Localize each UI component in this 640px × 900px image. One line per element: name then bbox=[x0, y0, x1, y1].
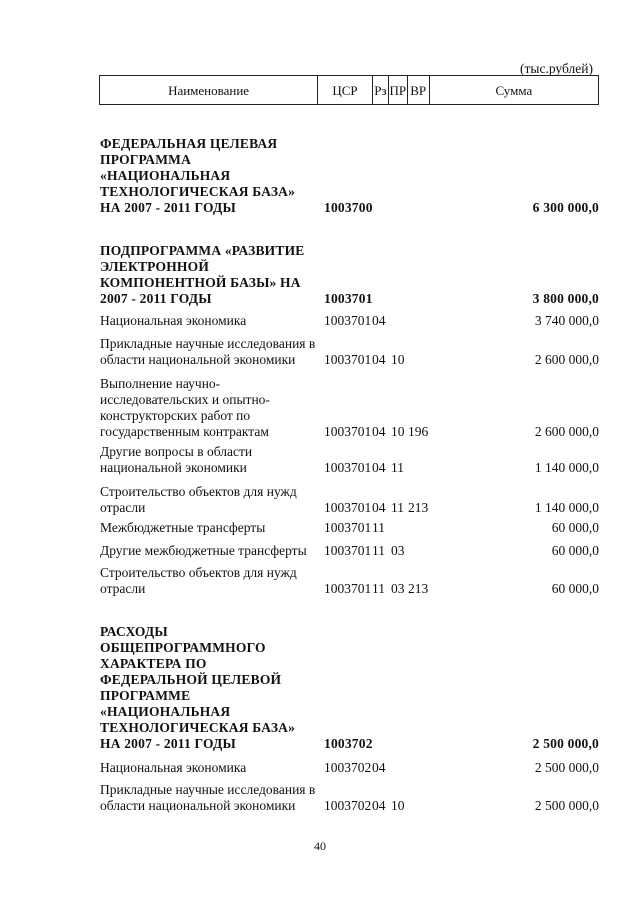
row-rz: 04 bbox=[372, 760, 386, 775]
header-name: Наименование bbox=[100, 76, 318, 104]
row-sum: 1 140 000,0 bbox=[534, 460, 599, 475]
row-vr: 213 bbox=[408, 500, 429, 515]
row-rz: 04 bbox=[372, 352, 386, 367]
row-rz: 11 bbox=[372, 520, 385, 535]
row-sum: 3 740 000,0 bbox=[534, 313, 599, 328]
row-csr: 1003701 bbox=[324, 581, 372, 596]
row-vr: 213 bbox=[408, 581, 429, 596]
row-pr: 10 bbox=[391, 424, 405, 439]
row-sum: 60 000,0 bbox=[551, 520, 599, 535]
row-pr: 11 bbox=[391, 500, 404, 515]
row-name: РАСХОДЫ ОБЩЕПРОГРАММНОГО ХАРАКТЕРА ПО ФЕДЕРАЛЬНОЙ ЦЕЛЕВОЙ ПРОГРАММЕ «НАЦИОНАЛЬНАЯ ТЕХНОЛОГИЧЕСКАЯ БАЗА» НА 2007 - 2011 ГОДЫ bbox=[100, 624, 296, 751]
header-rz: Рз bbox=[373, 76, 389, 104]
row-csr: 1003701 bbox=[324, 352, 372, 367]
row-pr: 10 bbox=[391, 352, 405, 367]
row-name: Межбюджетные трансферты bbox=[100, 520, 266, 535]
row-sum: 2 600 000,0 bbox=[534, 424, 599, 439]
row-pr: 11 bbox=[391, 460, 404, 475]
row-pr: 03 bbox=[391, 581, 405, 596]
row-name: Выполнение научно-исследовательских и опытно-конструкторских работ по государственным контрактам bbox=[100, 376, 270, 439]
row-sum: 60 000,0 bbox=[551, 543, 599, 558]
row-csr: 1003702 bbox=[324, 760, 372, 775]
row-sum: 2 500 000,0 bbox=[534, 760, 599, 775]
row-vr: 196 bbox=[408, 424, 429, 439]
row-sum: 6 300 000,0 bbox=[532, 200, 599, 215]
table-header bbox=[99, 75, 599, 105]
row-sum: 2 600 000,0 bbox=[534, 352, 599, 367]
row-csr: 1003702 bbox=[324, 798, 372, 813]
row-csr: 1003701 bbox=[324, 424, 372, 439]
row-pr: 10 bbox=[391, 798, 405, 813]
row-csr: 1003702 bbox=[324, 736, 373, 751]
row-sum: 2 500 000,0 bbox=[532, 736, 599, 751]
row-csr: 1003701 bbox=[324, 291, 373, 306]
row-csr: 1003701 bbox=[324, 460, 372, 475]
row-sum: 60 000,0 bbox=[551, 581, 599, 596]
row-name: Прикладные научные исследования в области национальной экономики bbox=[100, 782, 316, 813]
row-sum: 2 500 000,0 bbox=[534, 798, 599, 813]
row-rz: 04 bbox=[372, 460, 386, 475]
row-csr: 1003701 bbox=[324, 520, 372, 535]
row-rz: 11 bbox=[372, 581, 385, 596]
row-csr: 1003700 bbox=[324, 200, 373, 215]
row-pr: 03 bbox=[391, 543, 405, 558]
header-sum: Сумма bbox=[495, 83, 533, 98]
row-rz: 04 bbox=[372, 313, 386, 328]
row-name: ПОДПРОГРАММА «РАЗВИТИЕ ЭЛЕКТРОННОЙ КОМПОНЕНТНОЙ БАЗЫ» НА 2007 - 2011 ГОДЫ bbox=[100, 243, 305, 306]
row-rz: 11 bbox=[372, 543, 385, 558]
row-csr: 1003701 bbox=[324, 313, 372, 328]
units-label: (тыс.рублей) bbox=[520, 61, 593, 76]
header-csr: ЦСР bbox=[318, 76, 373, 104]
row-rz: 04 bbox=[372, 424, 386, 439]
row-name: ФЕДЕРАЛЬНАЯ ЦЕЛЕВАЯ ПРОГРАММА «НАЦИОНАЛЬНАЯ ТЕХНОЛОГИЧЕСКАЯ БАЗА» НА 2007 - 2011 ГОДЫ bbox=[100, 136, 296, 215]
page-number: 40 bbox=[314, 839, 326, 853]
row-rz: 04 bbox=[372, 500, 386, 515]
row-sum: 1 140 000,0 bbox=[534, 500, 599, 515]
header-pr: ПР bbox=[389, 76, 408, 104]
row-name: Строительство объектов для нужд отрасли bbox=[100, 484, 297, 515]
row-name: Другие вопросы в области национальной экономики bbox=[100, 444, 253, 475]
row-csr: 1003701 bbox=[324, 500, 372, 515]
row-name: Другие межбюджетные трансферты bbox=[100, 543, 307, 558]
row-name: Национальная экономика bbox=[100, 760, 247, 775]
row-rz: 04 bbox=[372, 798, 386, 813]
row-name: Строительство объектов для нужд отрасли bbox=[100, 565, 297, 596]
header-vr: ВР bbox=[408, 76, 430, 104]
row-csr: 1003701 bbox=[324, 543, 372, 558]
row-name: Национальная экономика bbox=[100, 313, 247, 328]
row-sum: 3 800 000,0 bbox=[532, 291, 599, 306]
row-name: Прикладные научные исследования в области национальной экономики bbox=[100, 336, 316, 367]
